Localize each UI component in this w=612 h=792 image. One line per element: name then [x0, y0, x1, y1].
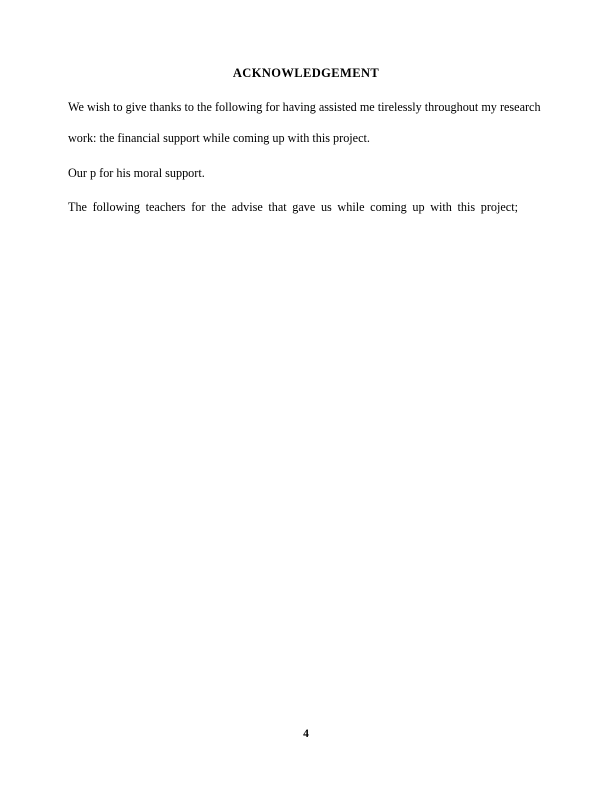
paragraph-2: Our p for his moral support. — [68, 166, 205, 180]
paragraph-3-text: The following teachers for the advise that gave us while coming up with this project; — [68, 200, 518, 214]
page-number: 4 — [303, 728, 309, 740]
page-title: ACKNOWLEDGEMENT — [232, 66, 380, 80]
paragraph-3 — [68, 192, 546, 223]
paragraph-1: We wish to give thanks to the following for having assisted me tirelessly throughout my research work: the financial support while coming up with this project. — [68, 100, 541, 145]
